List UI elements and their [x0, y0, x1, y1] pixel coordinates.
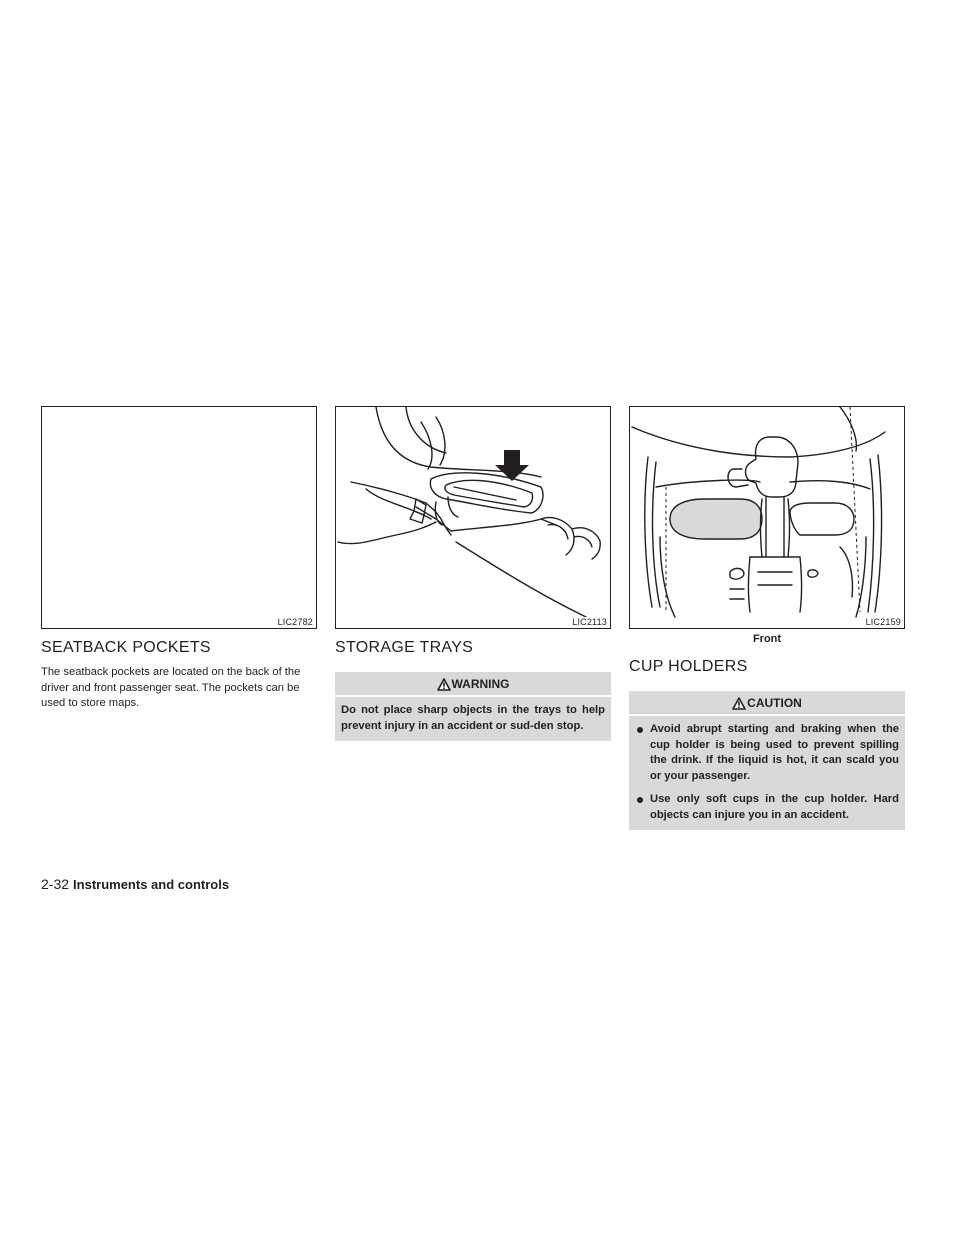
figure-code: LIC2782	[277, 617, 313, 627]
cup-holders-column	[629, 406, 905, 830]
warning-triangle-icon	[437, 678, 451, 691]
caution-box	[629, 691, 905, 830]
warning-label: WARNING	[451, 677, 510, 691]
section-heading: SEATBACK POCKETS	[41, 639, 211, 656]
warning-text: Do not place sharp objects in the trays to help prevent injury in an accident or sud-den stop.	[341, 704, 605, 732]
warning-triangle-icon	[732, 697, 746, 710]
list-item: Avoid abrupt starting and braking when the cup holder is being used to prevent spilling the drink. If the liquid is hot, it can scald you or your passenger.	[635, 722, 899, 784]
figure-code: LIC2113	[572, 617, 607, 627]
storage-trays-figure	[335, 406, 611, 629]
page-number: 2-32	[41, 876, 70, 892]
bullet-icon	[637, 727, 643, 733]
bullet-icon	[637, 797, 643, 803]
warning-header	[335, 676, 611, 697]
figure-caption: Front	[752, 633, 782, 645]
caution-header	[629, 695, 905, 716]
seatback-pockets-column	[41, 406, 317, 712]
figure-code: LIC2159	[865, 617, 901, 627]
storage-trays-column	[335, 406, 611, 741]
list-item: Use only soft cups in the cup holder. Hard objects can injure you in an accident.	[635, 792, 899, 823]
section-heading: STORAGE TRAYS	[335, 639, 474, 656]
section-heading: CUP HOLDERS	[629, 658, 748, 675]
cup-holder-illustration	[630, 407, 904, 628]
section-body-text: The seatback pockets are located on the back of the driver and front passenger seat. The pockets can be used to store maps.	[41, 666, 301, 709]
caution-list	[635, 722, 899, 823]
cup-holders-figure	[629, 406, 905, 629]
warning-box	[335, 672, 611, 741]
caution-label: CAUTION	[747, 696, 802, 710]
storage-tray-illustration	[336, 407, 610, 628]
page-footer	[41, 876, 229, 892]
section-title: Instruments and controls	[73, 877, 230, 892]
seatback-pockets-figure	[41, 406, 317, 629]
